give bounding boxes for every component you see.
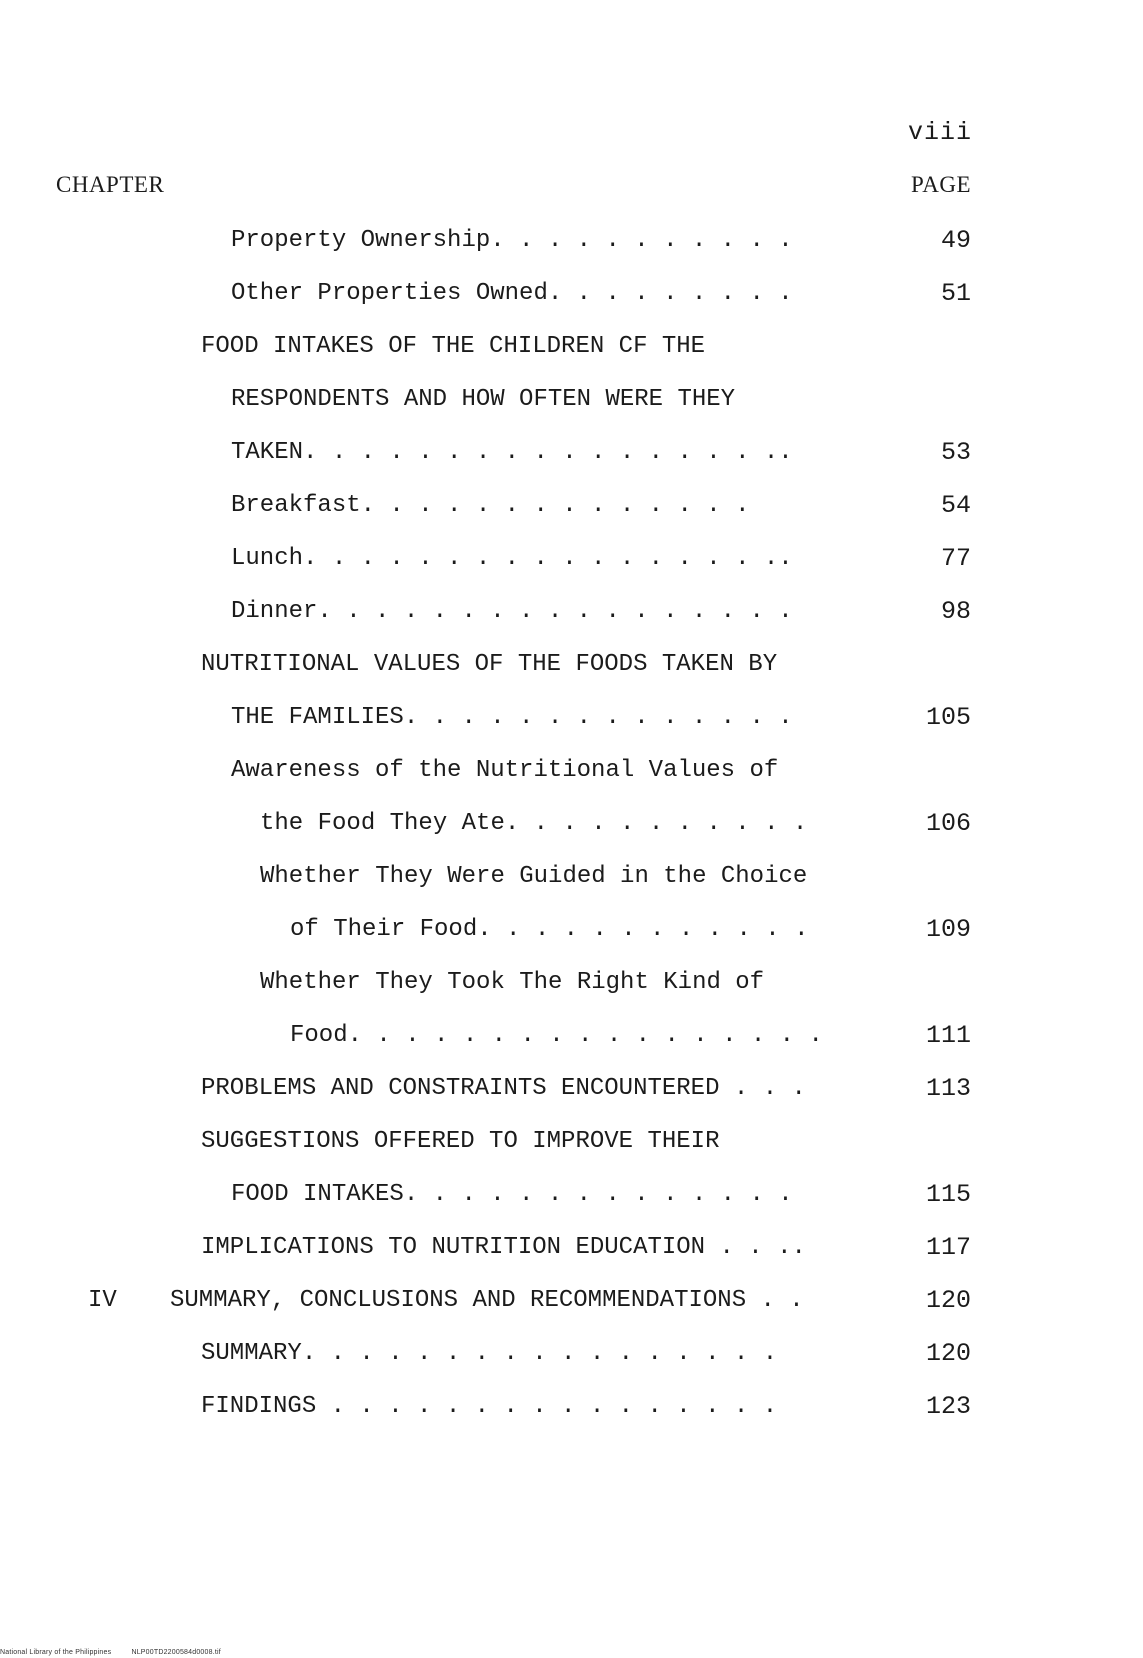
toc-entry-chapter-iv	[0, 1286, 1143, 1339]
toc-entry-text: Whether They Were Guided in the Choice	[260, 863, 808, 890]
toc-entry-text: Whether They Took The Right Kind of	[260, 969, 765, 996]
toc-entry-text: RESPONDENTS AND HOW OFTEN WERE THEY	[231, 386, 736, 413]
toc-entry-page: 111	[925, 1021, 971, 1050]
toc-entry-text: FINDINGS . . . . . . . . . . . . . . . .	[201, 1393, 778, 1420]
toc-entry-food-intakes-sub	[0, 1180, 1143, 1233]
toc-entry-their-food	[0, 915, 1143, 968]
toc-entry-text: Lunch. . . . . . . . . . . . . . . . ..	[231, 545, 793, 572]
toc-entry-whether-guided	[0, 862, 1143, 915]
footer-library: National Library of the Philippines	[0, 1649, 112, 1656]
chapter-number: IV	[88, 1287, 117, 1314]
scan-footer	[0, 1649, 239, 1656]
toc-entry-page: 51	[940, 279, 971, 308]
toc-entry-breakfast	[0, 491, 1143, 544]
toc-entry-dinner	[0, 597, 1143, 650]
toc-entry-page: 54	[940, 491, 971, 520]
toc-entry-problems	[0, 1074, 1143, 1127]
toc-entry-page: 53	[940, 438, 971, 467]
toc-entry-text: SUGGESTIONS OFFERED TO IMPROVE THEIR	[201, 1128, 720, 1155]
toc-entry-page: 115	[925, 1180, 971, 1209]
toc-entry-taken	[0, 438, 1143, 491]
toc-entry-text: Breakfast. . . . . . . . . . . . . .	[231, 492, 750, 519]
toc-entry-property-ownership	[0, 226, 1143, 279]
toc-entry-text: SUMMARY. . . . . . . . . . . . . . . . .	[201, 1340, 778, 1367]
toc-entry-text: TAKEN. . . . . . . . . . . . . . . . ..	[231, 439, 793, 466]
toc-entry-text: the Food They Ate. . . . . . . . . . .	[260, 810, 808, 837]
toc-entry-food-intakes	[0, 332, 1143, 385]
toc-entry-page: 120	[925, 1339, 971, 1368]
toc-entry-page: 98	[940, 597, 971, 626]
toc-entry-text: of Their Food. . . . . . . . . . . .	[290, 916, 809, 943]
toc-entry-food	[0, 1021, 1143, 1074]
toc-entry-implications	[0, 1233, 1143, 1286]
toc-entry-the-families	[0, 703, 1143, 756]
toc-entry-page: 120	[925, 1286, 971, 1315]
toc-entry-findings	[0, 1392, 1143, 1445]
footer-filename: NLP00TD2200584d0008.tif	[131, 1649, 221, 1656]
toc-entry-page: 49	[940, 226, 971, 255]
toc-entry-page: 113	[925, 1074, 971, 1103]
toc-entry-text: PROBLEMS AND CONSTRAINTS ENCOUNTERED . . .	[201, 1075, 806, 1102]
toc-entry-page: 77	[940, 544, 971, 573]
toc-entry-text: THE FAMILIES. . . . . . . . . . . . . .	[231, 704, 793, 731]
toc-entry-whether-took	[0, 968, 1143, 1021]
toc-entry-respondents	[0, 385, 1143, 438]
toc-entry-text: SUMMARY, CONCLUSIONS AND RECOMMENDATIONS . .	[170, 1287, 804, 1314]
toc-entry-other-properties	[0, 279, 1143, 332]
toc-entry-page: 106	[925, 809, 971, 838]
toc-entry-lunch	[0, 544, 1143, 597]
toc-entry-text: NUTRITIONAL VALUES OF THE FOODS TAKEN BY	[201, 651, 778, 678]
toc-entry-food-they-ate	[0, 809, 1143, 862]
toc-entry-page: 109	[925, 915, 971, 944]
toc-entry-summary	[0, 1339, 1143, 1392]
toc-entry-text: FOOD INTAKES. . . . . . . . . . . . . .	[231, 1181, 793, 1208]
page-number: viii	[907, 118, 972, 147]
table-of-contents	[0, 226, 1143, 1445]
toc-entry-text: Awareness of the Nutritional Values of	[231, 757, 779, 784]
page-column-header: PAGE	[911, 172, 971, 197]
toc-entry-text: IMPLICATIONS TO NUTRITION EDUCATION . . ..	[201, 1234, 806, 1261]
toc-entry-page: 123	[925, 1392, 971, 1421]
toc-entry-page: 117	[925, 1233, 971, 1262]
toc-entry-text: Other Properties Owned. . . . . . . . .	[231, 280, 793, 307]
toc-entry-awareness	[0, 756, 1143, 809]
toc-entry-page: 105	[925, 703, 971, 732]
chapter-column-header: CHAPTER	[56, 172, 165, 197]
toc-entry-text: FOOD INTAKES OF THE CHILDREN CF THE	[201, 333, 706, 360]
toc-entry-nutritional-values	[0, 650, 1143, 703]
toc-entry-text: Dinner. . . . . . . . . . . . . . . . .	[231, 598, 793, 625]
toc-entry-text: Food. . . . . . . . . . . . . . . . .	[290, 1022, 823, 1049]
toc-entry-text: Property Ownership. . . . . . . . . . .	[231, 227, 793, 254]
toc-entry-suggestions	[0, 1127, 1143, 1180]
